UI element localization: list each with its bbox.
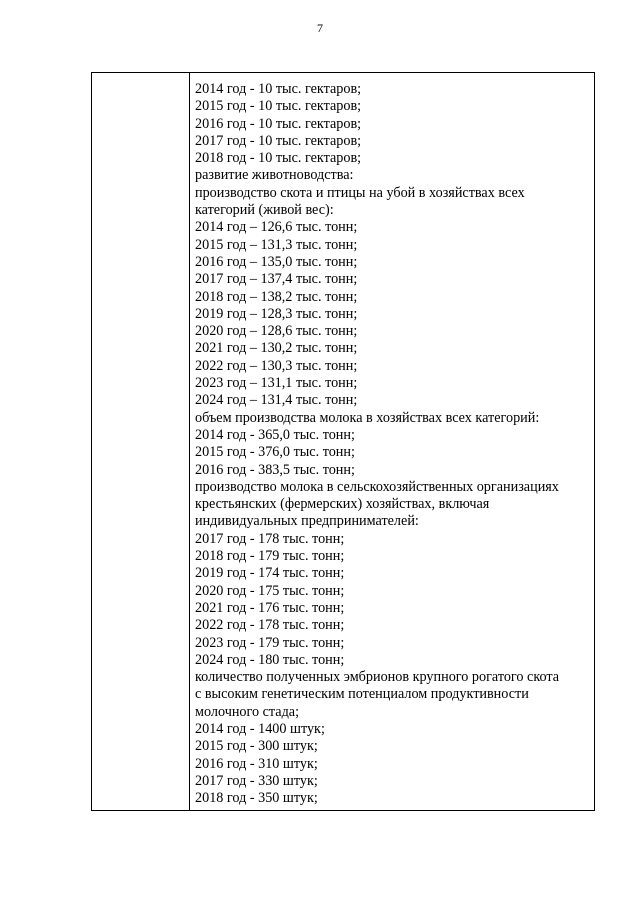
text-line: 2016 год - 10 тыс. гектаров; xyxy=(195,115,362,132)
text-line: 2022 год - 178 тыс. тонн; xyxy=(195,617,345,634)
text-line: с высоким генетическим потенциалом продуктивности xyxy=(195,686,529,703)
text-line: индивидуальных предпринимателей: xyxy=(195,513,419,530)
text-line: 2017 год - 178 тыс. тонн; xyxy=(195,530,345,547)
text-line: 2017 год - 330 штук; xyxy=(195,772,318,789)
text-line: развитие животноводства: xyxy=(195,167,354,184)
text-line: 2018 год - 350 штук; xyxy=(195,790,318,807)
text-line: 2020 год – 128,6 тыс. тонн; xyxy=(195,323,358,340)
text-line: 2018 год – 138,2 тыс. тонн; xyxy=(195,288,358,305)
page-number: 7 xyxy=(317,21,323,35)
text-line: 2015 год - 376,0 тыс. тонн; xyxy=(195,444,355,461)
text-line: производство молока в сельскохозяйственных организациях xyxy=(195,478,559,495)
text-line: 2022 год – 130,3 тыс. тонн; xyxy=(195,357,358,374)
text-line: категорий (живой вес): xyxy=(195,202,334,219)
text-line: 2023 год - 179 тыс. тонн; xyxy=(195,634,345,651)
text-line: 2017 год - 10 тыс. гектаров; xyxy=(195,132,362,149)
text-line: 2021 год – 130,2 тыс. тонн; xyxy=(195,340,358,357)
text-line: количество полученных эмбрионов крупного рогатого скота xyxy=(195,669,560,686)
text-line: 2015 год - 10 тыс. гектаров; xyxy=(195,98,362,115)
text-line: 2020 год - 175 тыс. тонн; xyxy=(195,582,345,599)
text-line: молочного стада; xyxy=(195,703,300,720)
text-line: 2015 год - 300 штук; xyxy=(195,738,318,755)
text-line: 2014 год - 365,0 тыс. тонн; xyxy=(195,426,355,443)
text-line: 2024 год – 131,4 тыс. тонн; xyxy=(195,392,358,409)
text-line: 2017 год – 137,4 тыс. тонн; xyxy=(195,271,358,288)
text-line: 2016 год - 310 штук; xyxy=(195,755,318,772)
table-left-cell xyxy=(92,73,190,810)
text-line: 2015 год – 131,3 тыс. тонн; xyxy=(195,236,358,253)
text-line: 2021 год - 176 тыс. тонн; xyxy=(195,599,345,616)
text-line: 2018 год - 179 тыс. тонн; xyxy=(195,548,345,565)
text-line: 2019 год – 128,3 тыс. тонн; xyxy=(195,305,358,322)
text-line: крестьянских (фермерских) хозяйствах, включая xyxy=(195,496,490,513)
text-line: 2014 год – 126,6 тыс. тонн; xyxy=(195,219,358,236)
text-line: 2023 год – 131,1 тыс. тонн; xyxy=(195,375,358,392)
text-line: объем производства молока в хозяйствах всех категорий: xyxy=(195,409,540,426)
document-table xyxy=(91,72,595,811)
text-line: 2016 год – 135,0 тыс. тонн; xyxy=(195,253,358,270)
text-line: 2024 год - 180 тыс. тонн; xyxy=(195,651,345,668)
table-right-cell xyxy=(195,81,591,807)
text-line: 2014 год - 10 тыс. гектаров; xyxy=(195,81,362,97)
text-line: 2018 год - 10 тыс. гектаров; xyxy=(195,150,362,167)
text-line: 2016 год - 383,5 тыс. тонн; xyxy=(195,461,355,478)
text-line: 2014 год - 1400 штук; xyxy=(195,720,325,737)
text-line: 2019 год - 174 тыс. тонн; xyxy=(195,565,345,582)
text-line: производство скота и птицы на убой в хозяйствах всех xyxy=(195,184,525,201)
